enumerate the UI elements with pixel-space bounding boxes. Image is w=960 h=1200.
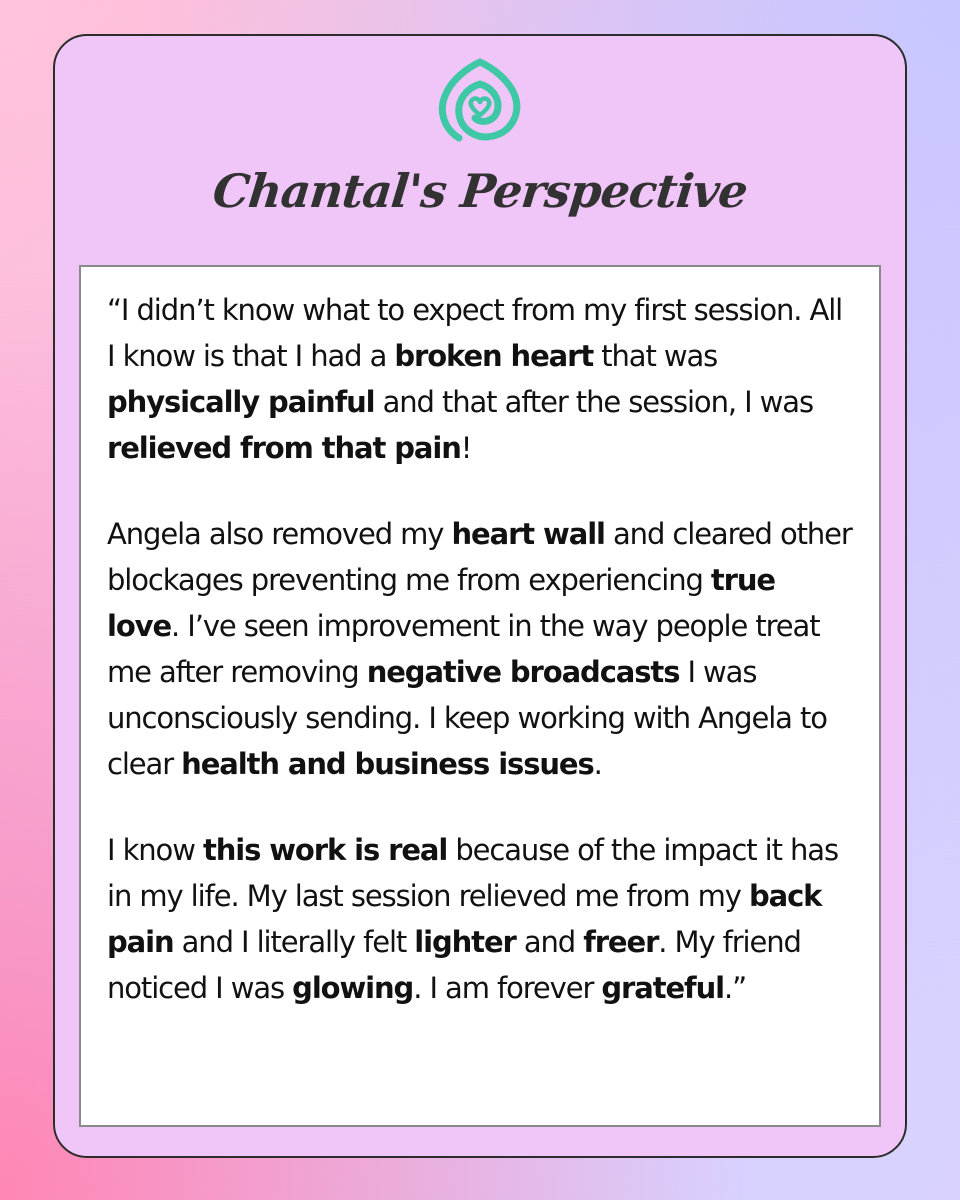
- quote-text: . I am forever: [413, 971, 602, 1005]
- quote-emphasis: grateful: [601, 971, 724, 1005]
- quote-emphasis: health and business issues: [181, 747, 594, 781]
- quote-paragraph: [107, 287, 855, 471]
- quote-emphasis: negative broadcasts: [366, 655, 680, 689]
- quote-paragraph: [107, 511, 855, 787]
- quote-emphasis: lighter: [414, 925, 516, 959]
- quote-emphasis: heart wall: [451, 517, 605, 551]
- quote-emphasis: back pain: [107, 879, 822, 959]
- quote-text: . I’ve seen improvement in the way people treat me after removing: [107, 609, 820, 689]
- quote-text: because of the impact it has in my life. My last session relieved me from my: [107, 833, 838, 913]
- quote-emphasis: this work is real: [202, 833, 448, 867]
- quote-emphasis: true love: [107, 563, 776, 643]
- quote-text: and I literally felt: [173, 925, 415, 959]
- quote-text: . My friend noticed I was: [107, 925, 801, 1005]
- quote-text: and: [515, 925, 584, 959]
- quote-emphasis: glowing: [292, 971, 414, 1005]
- quote-paragraph: [107, 827, 855, 1011]
- page-title: Chantal's Perspective: [210, 164, 750, 218]
- quote-text: and cleared other blockages preventing me from experiencing: [107, 517, 852, 597]
- quote-text: that was: [593, 339, 718, 373]
- quote-emphasis: physically painful: [107, 385, 375, 419]
- quote-text: .: [593, 747, 602, 781]
- quote-text: .”: [723, 971, 747, 1005]
- quote-text: !: [460, 431, 472, 465]
- spiral-heart-icon: [437, 58, 523, 144]
- testimonial-quote: [79, 265, 881, 1127]
- quote-text: and that after the session, I was: [374, 385, 813, 419]
- quote-text: I know: [107, 833, 203, 867]
- quote-emphasis: freer: [583, 925, 659, 959]
- quote-text: I was unconsciously sending. I keep working with Angela to clear: [107, 655, 827, 781]
- quote-emphasis: broken heart: [394, 339, 594, 373]
- quote-text: “I didn’t know what to expect from my first session. All I know is that I had a: [107, 293, 843, 373]
- quote-text: Angela also removed my: [107, 517, 452, 551]
- quote-emphasis: relieved from that pain: [107, 431, 461, 465]
